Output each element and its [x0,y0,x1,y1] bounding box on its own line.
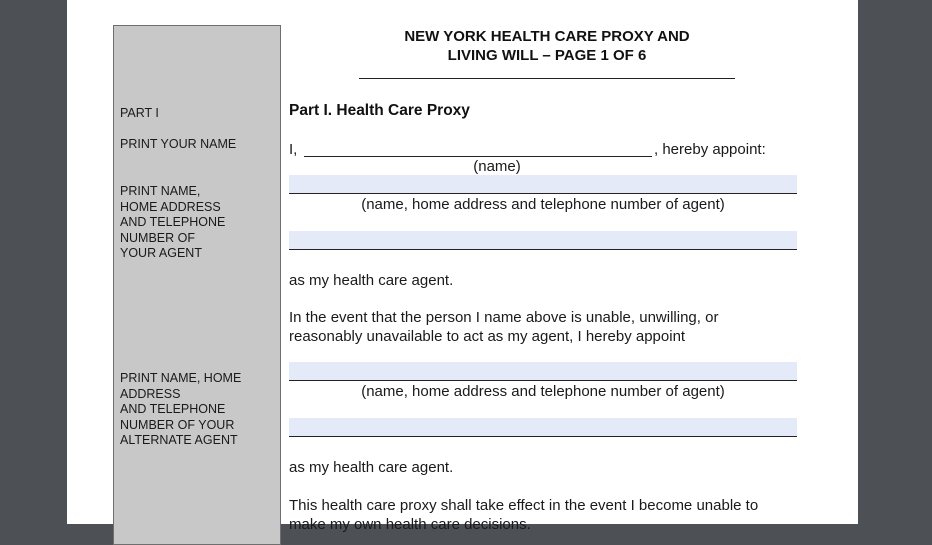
your-name-field[interactable] [304,156,652,157]
title-underline [359,78,735,79]
appoint-suffix: , hereby appoint: [654,141,766,158]
agent-caption: (name, home address and telephone number of agent) [361,196,725,213]
alternate-caption: (name, home address and telephone number of agent) [361,383,725,400]
sidebar-label-print-your-name: PRINT YOUR NAME [120,137,237,151]
agent-field-line-2[interactable] [289,231,797,250]
as-agent-text-2: as my health care agent. [289,459,454,476]
sidebar-label-print-alternate: PRINT NAME, HOME ADDRESS AND TELEPHONE NUMBER OF YOUR ALTERNATE AGENT [120,371,242,447]
document-page [67,0,858,533]
alternate-field-line-1[interactable] [289,362,797,381]
alternate-paragraph-line-2: reasonably unavailable to act as my agent, I hereby appoint [289,328,686,345]
document-title-line-1: NEW YORK HEALTH CARE PROXY AND [404,28,690,45]
effect-line-2: make my own health care decisions. [289,516,531,533]
effect-line-1: This health care proxy shall take effect in the event I become unable to [289,497,759,514]
alternate-paragraph-line-1: In the event that the person I name above is unable, unwilling, or [289,309,719,326]
appoint-prefix: I, [289,141,298,158]
sidebar-column [113,25,281,545]
sidebar-label-part: PART I [120,106,159,120]
alternate-field-line-2[interactable] [289,418,797,437]
name-caption: (name) [473,158,521,175]
sidebar-label-print-agent: PRINT NAME, HOME ADDRESS AND TELEPHONE NUMBER OF YOUR AGENT [120,184,226,260]
document-title-line-2: LIVING WILL – PAGE 1 OF 6 [447,47,647,64]
agent-field-line-1[interactable] [289,175,797,194]
as-agent-text-1: as my health care agent. [289,272,454,289]
part-heading: Part I. Health Care Proxy [289,102,470,119]
